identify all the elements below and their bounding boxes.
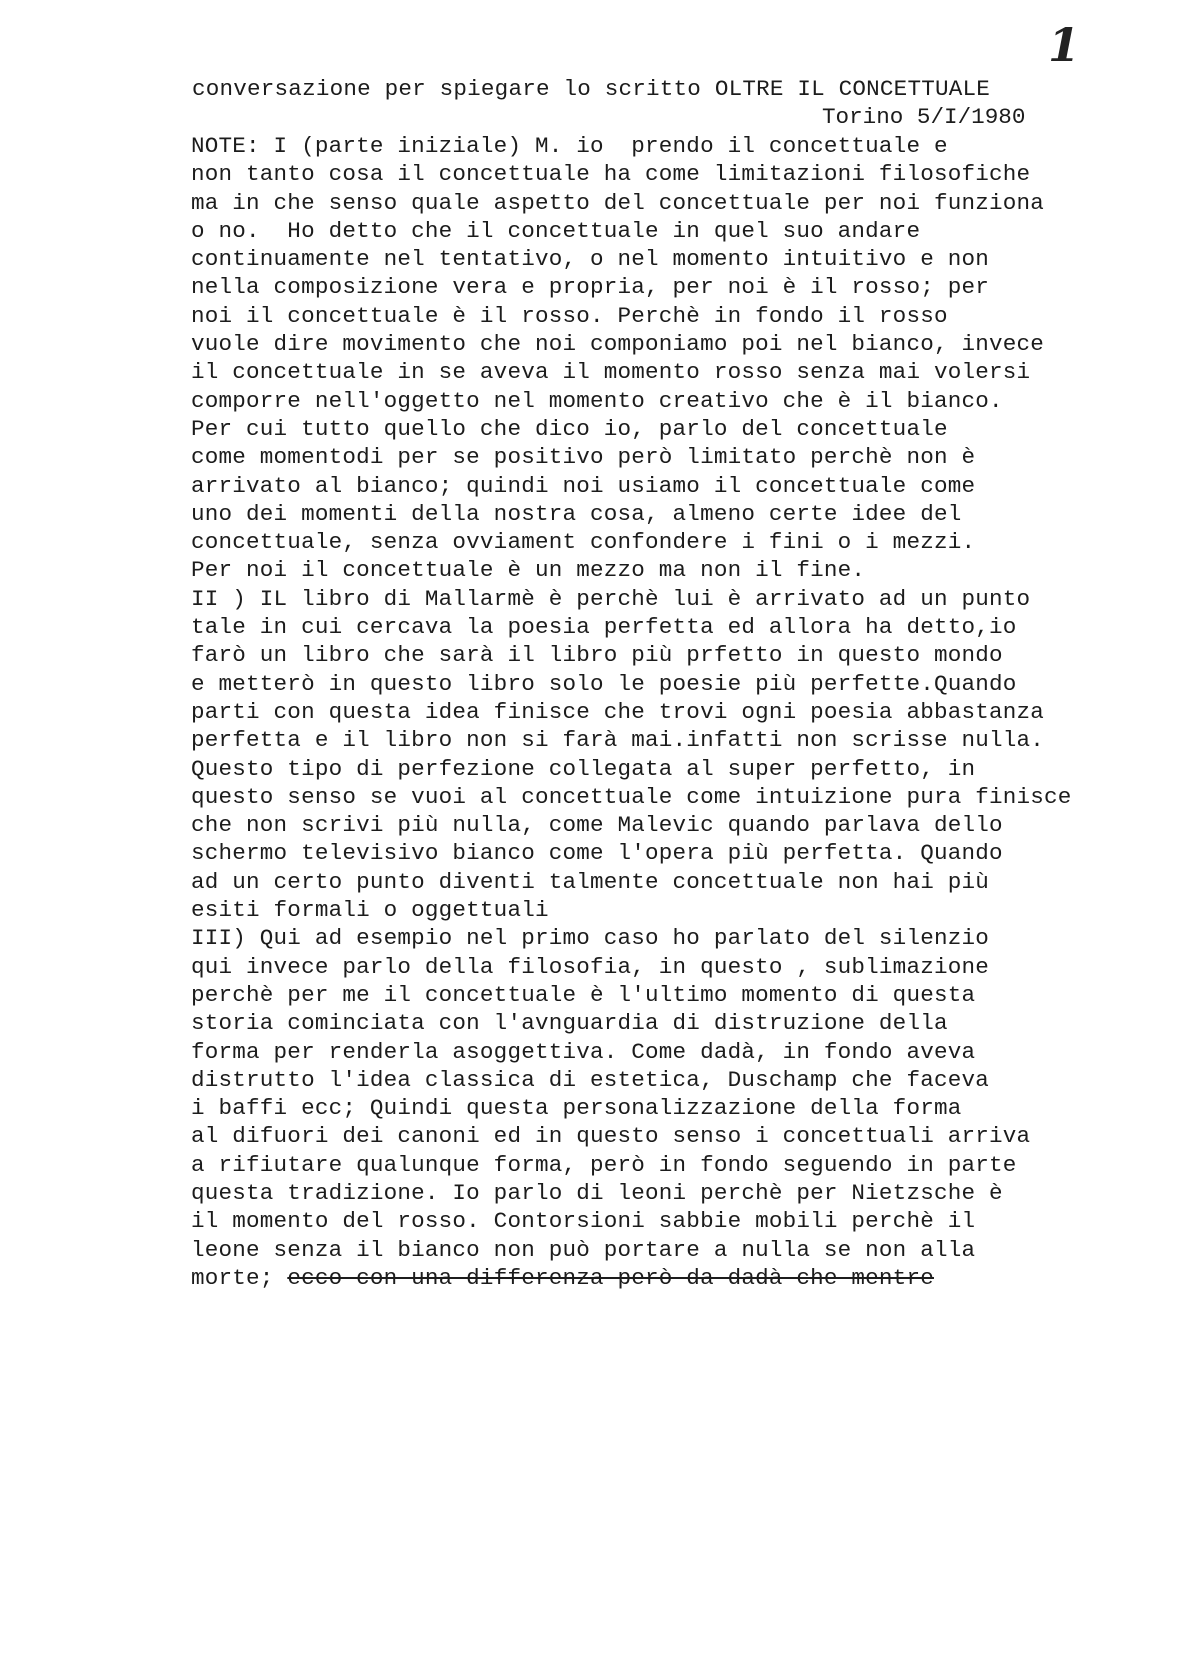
- text-line: forma per renderla asoggettiva. Come dadà, in fondo aveva: [191, 1038, 976, 1065]
- last-text-line: [191, 1264, 1131, 1292]
- text-line: Per noi il concettuale è un mezzo ma non il fine.: [191, 557, 866, 584]
- text-line: il concettuale in se aveva il momento rosso senza mai volersi: [191, 359, 1031, 386]
- text-line: come momentodi per se positivo però limitato perchè non è: [191, 444, 976, 471]
- text-line: al difuori dei canoni ed in questo senso i concettuali arriva: [191, 1123, 1031, 1150]
- typed-notes-body: [191, 132, 1131, 1292]
- text-line: ma in che senso quale aspetto del concettuale per noi funziona: [191, 189, 1045, 216]
- text-line: uno dei momenti della nostra cosa, almeno certe idee del: [191, 500, 962, 527]
- text-line: non tanto cosa il concettuale ha come limitazioni filosofiche: [191, 161, 1031, 188]
- text-line: storia cominciata con l'avnguardia di distruzione della: [191, 1010, 948, 1037]
- text-line: che non scrivi più nulla, come Malevic quando parlava dello: [191, 812, 1003, 839]
- document-title: conversazione per spiegare lo scritto OLTRE IL CONCETTUALE: [192, 76, 990, 102]
- text-line: o no. Ho detto che il concettuale in quel suo andare: [191, 217, 921, 244]
- text-line: vuole dire movimento che noi componiamo poi nel bianco, invece: [191, 331, 1045, 358]
- text-line: continuamente nel tentativo, o nel momento intuitivo e non: [191, 246, 989, 273]
- text-line: comporre nell'oggetto nel momento creativo che è il bianco.: [191, 387, 1003, 414]
- text-line: concettuale, senza ovviament confondere i fini o i mezzi.: [191, 529, 976, 556]
- text-line: perchè per me il concettuale è l'ultimo momento di questa: [191, 981, 976, 1008]
- text-line: il momento del rosso. Contorsioni sabbie mobili perchè il: [191, 1208, 976, 1235]
- text-line: ad un certo punto diventi talmente concettuale non hai più: [191, 868, 989, 895]
- text-line: a rifiutare qualunque forma, però in fondo seguendo in parte: [191, 1151, 1017, 1178]
- text-line: esiti formali o oggettuali: [191, 897, 549, 924]
- text-line: leone senza il bianco non può portare a nulla se non alla: [191, 1236, 976, 1263]
- text-line: tale in cui cercava la poesia perfetta ed allora ha detto,io: [191, 614, 1017, 641]
- text-line: farò un libro che sarà il libro più prfetto in questo mondo: [191, 642, 1003, 669]
- text-line: II ) IL libro di Mallarmè è perchè lui è arrivato ad un punto: [191, 585, 1031, 612]
- text-line: NOTE: I (parte iniziale) M. io prendo il concettuale e: [191, 133, 948, 159]
- document-date: Torino 5/I/1980: [822, 104, 1026, 130]
- text-line: qui invece parlo della filosofia, in questo , sublimazione: [191, 953, 989, 980]
- text-line: noi il concettuale è il rosso. Perchè in fondo il rosso: [191, 302, 948, 329]
- last-line-text: morte;: [191, 1264, 288, 1291]
- text-line: questo senso se vuoi al concettuale come intuizione pura finisce: [191, 783, 1072, 810]
- text-line: perfetta e il libro non si farà mai.infatti non scrisse nulla.: [191, 727, 1045, 754]
- page-number: 1: [1048, 18, 1081, 72]
- struck-out-text: ecco con una differenza però da dadà che mentre: [287, 1264, 934, 1291]
- text-line: Questo tipo di perfezione collegata al super perfetto, in: [191, 755, 976, 782]
- text-line: Per cui tutto quello che dico io, parlo del concettuale: [191, 415, 948, 442]
- text-line: arrivato al bianco; quindi noi usiamo il concettuale come: [191, 472, 976, 499]
- text-line: e metterò in questo libro solo le poesie più perfette.Quando: [191, 670, 1017, 697]
- text-line: III) Qui ad esempio nel primo caso ho parlato del silenzio: [191, 925, 989, 952]
- text-line: parti con questa idea finisce che trovi ogni poesia abbastanza: [191, 698, 1045, 725]
- text-line: distrutto l'idea classica di estetica, Duschamp che faceva: [191, 1066, 989, 1093]
- text-line: nella composizione vera e propria, per noi è il rosso; per: [191, 274, 989, 301]
- text-line: schermo televisivo bianco come l'opera più perfetta. Quando: [191, 840, 1003, 867]
- text-line: i baffi ecc; Quindi questa personalizzazione della forma: [191, 1095, 962, 1122]
- text-line: questa tradizione. Io parlo di leoni perchè per Nietzsche è: [191, 1179, 1003, 1206]
